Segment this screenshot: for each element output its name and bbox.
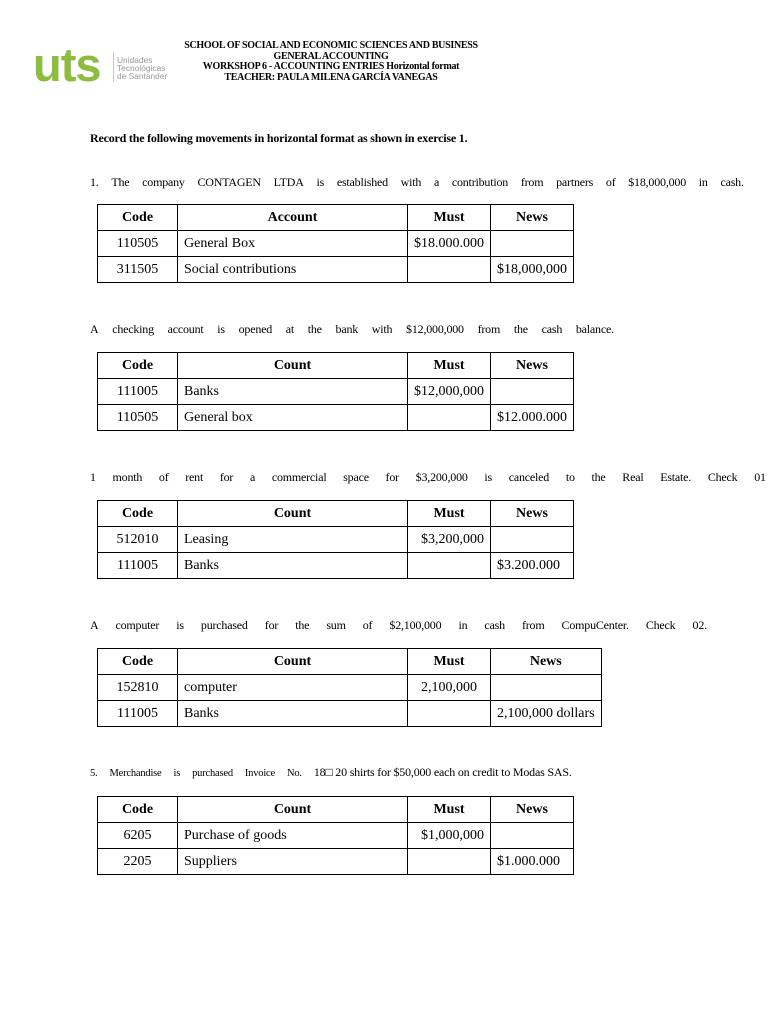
- table-row: [98, 823, 574, 849]
- statement-word: is: [173, 768, 181, 779]
- exercise-1-table: [97, 204, 574, 283]
- instructions-text: Record the following movements in horizontal format as shown in exercise 1.: [90, 131, 468, 145]
- statement-word: $12,000,000: [406, 322, 464, 336]
- exercise-4-table: [97, 648, 602, 727]
- statement-word: checking: [112, 322, 154, 336]
- statement-word: 02.: [692, 618, 707, 632]
- statement-word: LTDA: [273, 175, 304, 189]
- table-row: [98, 527, 574, 553]
- header-must: Must: [408, 501, 491, 527]
- statement-word: is: [217, 322, 225, 336]
- table-header-row: [98, 353, 574, 379]
- logo-subtitle-line: Unidades: [117, 55, 153, 65]
- logo-subtitle: [117, 56, 167, 80]
- cell-account: Banks: [178, 379, 408, 405]
- statement-word: rent: [185, 470, 204, 484]
- statement-word: commercial: [271, 470, 327, 484]
- statement-word: is: [484, 470, 493, 484]
- cell-account: Banks: [178, 553, 408, 579]
- header-line: TEACHER: PAULA MILENA GARCÍA VANEGAS: [224, 71, 438, 83]
- statement-word: space: [343, 470, 369, 484]
- table-header-row: [98, 797, 574, 823]
- cell-must: $18.000.000: [408, 231, 491, 257]
- statement-word: the: [295, 618, 310, 632]
- cell-must: [408, 849, 491, 875]
- statement-word: in: [458, 618, 468, 632]
- statement-word: contribution: [451, 175, 509, 189]
- statement-word: month: [112, 470, 143, 484]
- statement-word: bank: [335, 322, 359, 336]
- cell-must: [408, 257, 491, 283]
- cell-news: [491, 675, 602, 701]
- statement-word: cash: [484, 618, 505, 632]
- header-count: Count: [178, 797, 408, 823]
- table-row: [98, 257, 574, 283]
- cell-news: 2,100,000 dollars: [491, 701, 602, 727]
- statement-word: of: [605, 175, 616, 189]
- cell-news: $1.000.000: [491, 849, 574, 875]
- exercise-5-table: [97, 796, 574, 875]
- cell-must: $12,000,000: [408, 379, 491, 405]
- statement-word: of: [158, 470, 169, 484]
- header-code: Code: [98, 205, 178, 231]
- statement-word: purchased: [192, 768, 233, 779]
- statement-word: $3,200,000: [415, 470, 468, 484]
- statement-word: from: [520, 175, 544, 189]
- header-must: Must: [408, 797, 491, 823]
- statement-word: from: [521, 618, 545, 632]
- table-row: [98, 379, 574, 405]
- cell-must: [408, 553, 491, 579]
- statement-word: partners: [556, 175, 594, 189]
- exercise-5-statement: [90, 765, 572, 780]
- statement-word: the: [591, 470, 606, 484]
- statement-word: Invoice: [244, 768, 275, 779]
- table-row: [98, 701, 602, 727]
- cell-news: [491, 823, 574, 849]
- logo-subtitle-line: Tecnológicas: [117, 63, 166, 73]
- header-code: Code: [98, 649, 178, 675]
- header-must: Must: [408, 353, 491, 379]
- statement-word: 1: [90, 470, 96, 484]
- header-count: Count: [178, 649, 408, 675]
- cell-account: Purchase of goods: [178, 823, 408, 849]
- header-must: Must: [408, 205, 491, 231]
- uts-logo: [33, 40, 183, 90]
- statement-word: from: [477, 322, 501, 336]
- cell-must: $3,200,000: [408, 527, 491, 553]
- cell-code: 111005: [98, 553, 178, 579]
- table-row: [98, 405, 574, 431]
- cell-account: Banks: [178, 701, 408, 727]
- statement-word: a: [249, 470, 256, 484]
- exercise-5-lead: [90, 765, 314, 780]
- header-account: Account: [178, 205, 408, 231]
- statement-word: 01: [754, 470, 766, 484]
- cell-account: Leasing: [178, 527, 408, 553]
- exercise-2-statement: [90, 322, 614, 337]
- statement-word: 1.: [90, 175, 99, 189]
- cell-account: Social contributions: [178, 257, 408, 283]
- statement-word: purchased: [200, 618, 248, 632]
- statement-word: the: [307, 322, 322, 336]
- exercise-3-statement: [90, 470, 766, 485]
- logo-subtitle-line: de Santander: [117, 71, 168, 81]
- cell-news: [491, 379, 574, 405]
- cell-code: 152810: [98, 675, 178, 701]
- cell-code: 110505: [98, 405, 178, 431]
- statement-word: CONTAGEN: [197, 175, 261, 189]
- header-line: GENERAL ACCOUNTING: [273, 50, 389, 62]
- cell-code: 2205: [98, 849, 178, 875]
- statement-word: computer: [115, 618, 160, 632]
- header-news: News: [491, 797, 574, 823]
- logo-divider: [113, 52, 114, 82]
- cell-code: 111005: [98, 379, 178, 405]
- statement-word: CompuCenter.: [561, 618, 629, 632]
- table-header-row: [98, 205, 574, 231]
- statement-word: Check: [707, 470, 738, 484]
- table-row: [98, 231, 574, 257]
- cell-code: 512010: [98, 527, 178, 553]
- header-code: Code: [98, 353, 178, 379]
- header-line: WORKSHOP 6 - ACCOUNTING ENTRIES Horizontal format: [202, 61, 460, 72]
- statement-word: sum: [326, 618, 346, 632]
- statement-word: with: [400, 175, 422, 189]
- statement-word: for: [385, 470, 399, 484]
- statement-word: A: [90, 322, 99, 336]
- exercise-4-statement: [90, 618, 707, 633]
- statement-word: The: [111, 175, 130, 189]
- statement-word: for: [264, 618, 279, 632]
- table-header-row: [98, 501, 574, 527]
- cell-must: [408, 701, 491, 727]
- statement-word: Real: [622, 470, 644, 484]
- statement-word: opened: [238, 322, 273, 336]
- header-count: Count: [178, 501, 408, 527]
- statement-word: a: [433, 175, 440, 189]
- statement-word: company: [142, 175, 185, 189]
- header-code: Code: [98, 501, 178, 527]
- cell-account: General box: [178, 405, 408, 431]
- statement-word: A: [90, 618, 99, 632]
- statement-word: is: [176, 618, 184, 632]
- cell-account: Suppliers: [178, 849, 408, 875]
- statement-word: balance.: [575, 322, 614, 336]
- statement-word: Merchandise: [109, 768, 162, 779]
- statement-word: with: [371, 322, 393, 336]
- cell-must: $1,000,000: [408, 823, 491, 849]
- header-line: SCHOOL OF SOCIAL AND ECONOMIC SCIENCES AND BUSINESS: [184, 40, 478, 51]
- header-news: News: [491, 353, 574, 379]
- statement-word: $2,100,000: [389, 618, 442, 632]
- statement-word: in: [698, 175, 708, 189]
- statement-word: established: [336, 175, 388, 189]
- exercise-1-statement: [90, 175, 744, 190]
- cell-code: 111005: [98, 701, 178, 727]
- statement-word: Check: [645, 618, 676, 632]
- statement-word: is: [316, 175, 325, 189]
- table-row: [98, 675, 602, 701]
- cell-account: General Box: [178, 231, 408, 257]
- statement-word: cash.: [720, 175, 744, 189]
- cell-news: [491, 231, 574, 257]
- statement-word: of: [362, 618, 373, 632]
- statement-word: canceled: [508, 470, 550, 484]
- header-count: Count: [178, 353, 408, 379]
- statement-word: at: [285, 322, 295, 336]
- header-news: News: [491, 501, 574, 527]
- header-must: Must: [408, 649, 491, 675]
- statement-word: Estate.: [660, 470, 692, 484]
- header-code: Code: [98, 797, 178, 823]
- statement-word: the: [513, 322, 528, 336]
- cell-must: 2,100,000: [408, 675, 491, 701]
- statement-word: to: [565, 470, 575, 484]
- statement-word: account: [167, 322, 204, 336]
- table-row: [98, 553, 574, 579]
- statement-word: $18,000,000: [628, 175, 687, 189]
- exercise-5-rest: 18□ 20 shirts for $50,000 each on credit to Modas SAS.: [313, 765, 572, 779]
- exercise-2-table: [97, 352, 574, 431]
- statement-word: 5.: [90, 768, 98, 779]
- cell-news: $12.000.000: [491, 405, 574, 431]
- cell-account: computer: [178, 675, 408, 701]
- statement-word: No.: [286, 768, 302, 779]
- cell-code: 311505: [98, 257, 178, 283]
- header-news: News: [491, 205, 574, 231]
- cell-must: [408, 405, 491, 431]
- cell-code: 6205: [98, 823, 178, 849]
- header-news: News: [491, 649, 602, 675]
- cell-news: $18,000,000: [491, 257, 574, 283]
- document-header: [180, 41, 482, 83]
- cell-news: $3.200.000: [491, 553, 574, 579]
- exercise-3-table: [97, 500, 574, 579]
- cell-news: [491, 527, 574, 553]
- table-row: [98, 849, 574, 875]
- logo-mark: uts: [33, 38, 101, 91]
- table-header-row: [98, 649, 602, 675]
- cell-code: 110505: [98, 231, 178, 257]
- statement-word: for: [219, 470, 234, 484]
- statement-word: cash: [541, 322, 563, 336]
